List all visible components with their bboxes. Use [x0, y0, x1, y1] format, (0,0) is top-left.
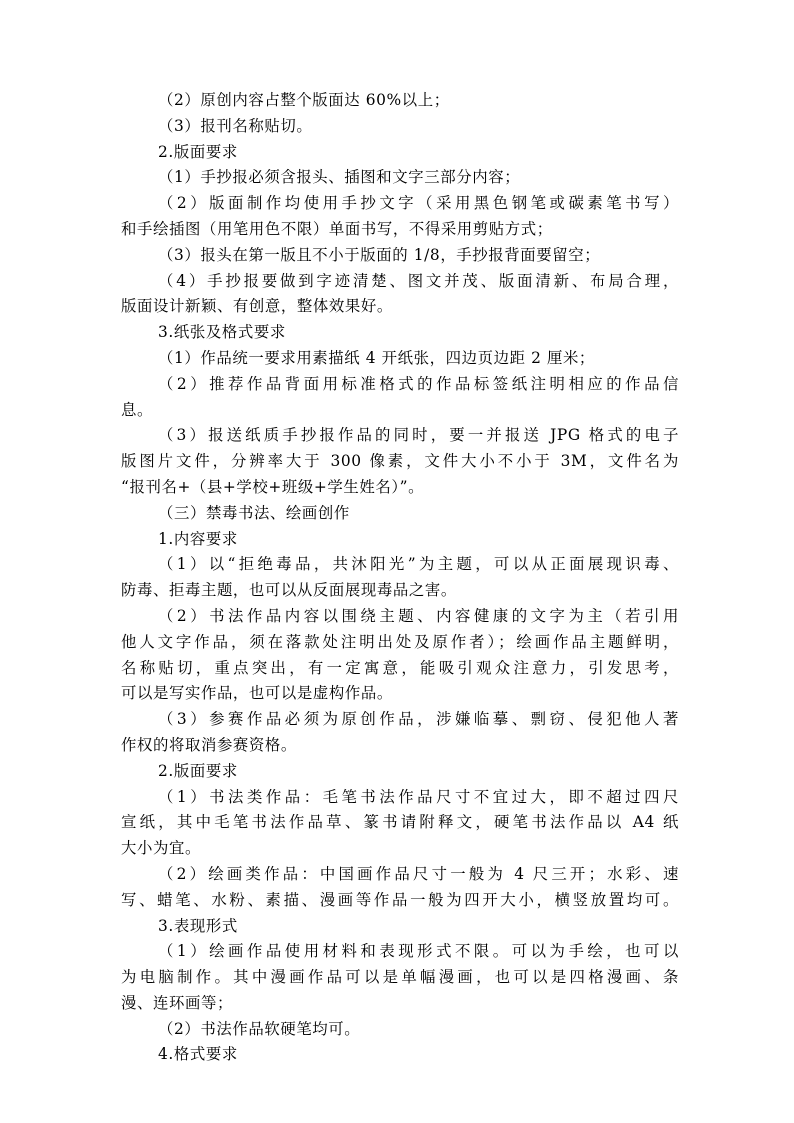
text-line: 为电脑制作。其中漫画作品可以是单幅漫画，也可以是四格漫画、条: [121, 968, 679, 987]
text-line: （三）禁毒书法、绘画创作: [158, 503, 350, 522]
text-line: 版面设计新颖、有创意，整体效果好。: [121, 297, 393, 316]
text-line: 他人文字作品，须在落款处注明出处及原作者）；绘画作品主题鲜明，: [121, 632, 679, 651]
text-line: 4.格式要求: [158, 1045, 238, 1064]
text-line: （3）参赛作品必须为原创作品，涉嫌临摹、剽窃、侵犯他人著: [158, 710, 679, 729]
text-line: （2）绘画类作品：中国画作品尺寸一般为 4 尺三开；水彩、速: [158, 864, 679, 883]
text-line: （1）作品统一要求用素描纸 4 开纸张，四边页边距 2 厘米；: [158, 348, 595, 367]
text-line: 作权的将取消参赛资格。: [121, 735, 297, 754]
text-line: 防毒、拒毒主题，也可以从反面展现毒品之害。: [121, 581, 457, 600]
text-line: 名称贴切，重点突出，有一定寓意，能吸引观众注意力，引发思考，: [121, 658, 679, 677]
text-line: 写、蜡笔、水粉、素描、漫画等作品一般为四开大小，横竖放置均可。: [121, 890, 679, 909]
text-line: （1）手抄报必须含报头、插图和文字三部分内容；: [158, 168, 521, 187]
text-line: 1.内容要求: [158, 529, 238, 548]
text-line: （2）推荐作品背面用标准格式的作品标签纸注明相应的作品信: [158, 374, 679, 393]
text-line: （1）书法类作品：毛笔书法作品尺寸不宜过大，即不超过四尺: [158, 787, 679, 806]
text-line: 漫、连环画等；: [121, 993, 233, 1012]
text-line: 和手绘插图（用笔用色不限）单面书写，不得采用剪贴方式；: [121, 219, 553, 238]
text-line: 版图片文件，分辨率大于 300 像素，文件大小不小于 3M，文件名为: [121, 452, 679, 471]
text-line: 2.版面要求: [158, 142, 238, 161]
text-line: （3）报刊名称贴切。: [158, 116, 313, 135]
document-body: [121, 88, 679, 1068]
text-line: （3）报送纸质手抄报作品的同时，要一并报送 JPG 格式的电子: [158, 426, 679, 445]
text-line: （1）绘画作品使用材料和表现形式不限。可以为手绘，也可以: [158, 942, 679, 961]
text-line: （2）版面制作均使用手抄文字（采用黑色钢笔或碳素笔书写）: [158, 194, 679, 213]
text-line: （3）报头在第一版且不小于版面的 1/8，手抄报背面要留空；: [158, 245, 601, 264]
text-line: （1）以“拒绝毒品，共沐阳光”为主题，可以从正面展现识毒、: [158, 555, 679, 574]
text-line: 2.版面要求: [158, 761, 238, 780]
text-line: 可以是写实作品，也可以是虚构作品。: [121, 684, 393, 703]
text-line: （2）书法作品软硬笔均可。: [158, 1019, 361, 1038]
text-line: 息。: [121, 400, 153, 419]
text-line: （2）原创内容占整个版面达 60%以上；: [158, 91, 450, 109]
text-line: 3.纸张及格式要求: [158, 323, 286, 342]
text-line: 大小为宜。: [121, 839, 201, 858]
text-line: “报刊名+（县+学校+班级+学生姓名）”。: [121, 477, 425, 496]
text-line: 3.表现形式: [158, 916, 238, 935]
text-line: （4）手抄报要做到字迹清楚、图文并茂、版面清新、布局合理，: [158, 271, 679, 290]
text-line: 宣纸，其中毛笔书法作品草、篆书请附释文，硬笔书法作品以 A4 纸: [121, 813, 679, 832]
text-line: （2）书法作品内容以围绕主题、内容健康的文字为主（若引用: [158, 606, 679, 625]
